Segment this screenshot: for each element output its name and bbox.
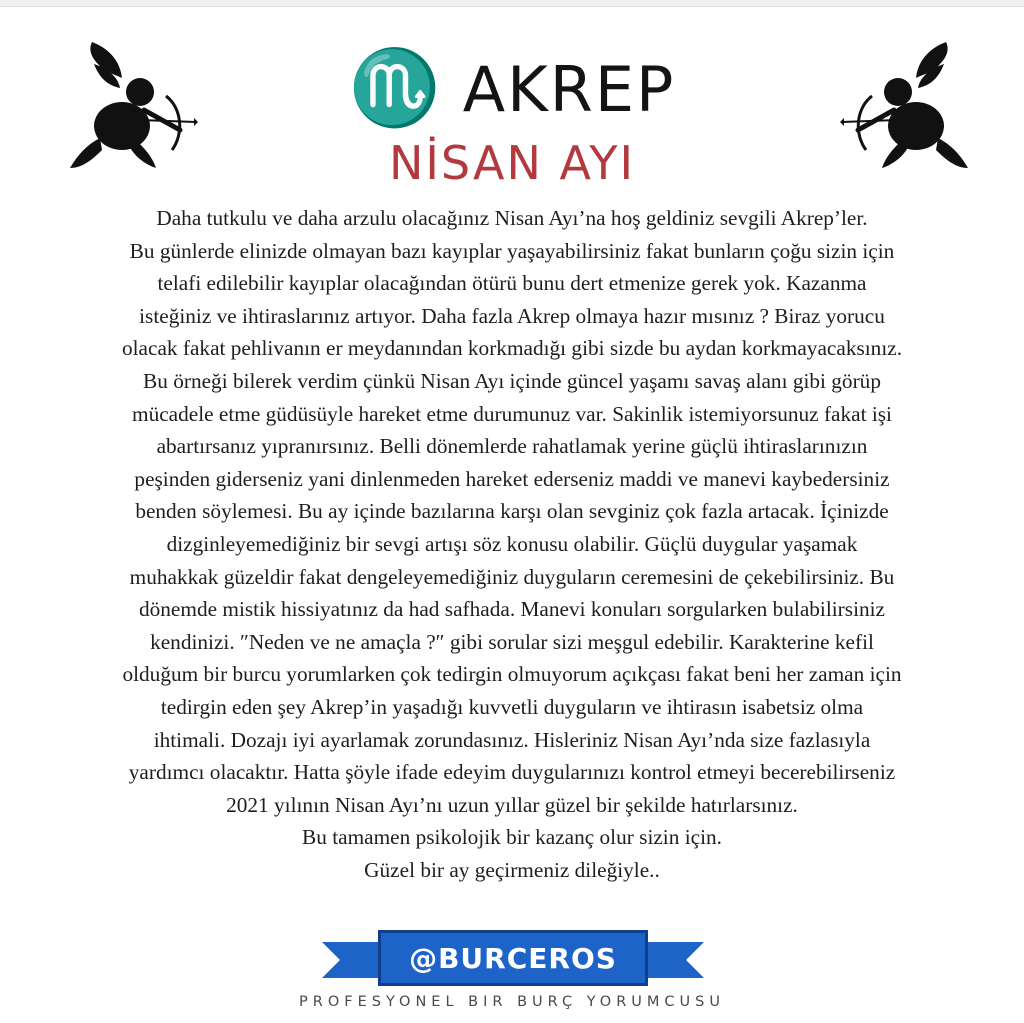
horoscope-text <box>24 202 1000 886</box>
text-line: abartırsanız yıpranırsınız. Belli dönemlerde rahatlamak yerine güçlü ihtiraslarınızın <box>156 434 868 459</box>
text-line: Bu tamamen psikolojik bir kazanç olur sizin için. <box>302 825 722 850</box>
text-line: peşinden giderseniz yani dinlenmeden hareket ederseniz maddi ve manevi kaybedersiniz <box>134 466 890 491</box>
text-line: olduğum bir burcu yorumlarken çok tedirgin olmuyorum açıkçası fakat beni her zaman için <box>122 662 902 687</box>
text-line: benden söylemesi. Bu ay içinde bazılarına karşı olan sevginiz çok fazla artacak. İçinizde <box>135 499 889 524</box>
text-line: 2021 yılının Nisan Ayı’nı uzun yıllar güzel bir şekilde hatırlarsınız. <box>226 792 798 817</box>
title-row <box>0 42 1024 138</box>
text-line: dizginleyemediğiniz bir sevgi artışı söz konusu olabilir. Güçlü duygular yaşamak <box>166 531 858 556</box>
tagline: PROFESYONEL BIR BURÇ YORUMCUSU <box>299 994 725 1010</box>
text-line: olacak fakat pehlivanın er meydanından korkmadığı gibi sizde bu aydan korkmayacaksınız. <box>121 336 903 361</box>
text-line: muhakkak güzeldir fakat dengeleyemediğiniz duyguların ceremesini de çekebilirsiniz. Bu <box>129 564 895 589</box>
text-line: mücadele etme güdüsüyle hareket etme durumunuz var. Sakinlik istemiyorsunuz fakat işi <box>132 401 892 426</box>
text-line: Güzel bir ay geçirmeniz dileğiyle.. <box>364 857 660 882</box>
top-divider <box>0 0 1024 7</box>
text-line: Bu günlerde elinizde olmayan bazı kayıplar yaşayabilirsiniz fakat bunların çoğu sizin için <box>129 238 895 263</box>
page-title: AKREP <box>462 53 676 126</box>
text-line: tedirgin eden şey Akrep’in yaşadığı kuvvetli duyguların ve ihtirasın isabetsiz olma <box>160 694 864 719</box>
text-line: Daha tutkulu ve daha arzulu olacağınız Nisan Ayı’na hoş geldiniz sevgili Akrep’ler. <box>156 206 868 230</box>
text-line: ihtimali. Dozajı iyi ayarlamak zorundasınız. Hisleriniz Nisan Ayı’nda size fazlasıyla <box>153 727 871 752</box>
text-line: dönemde mistik hissiyatınız da had safhada. Manevi konuları sorgularken bulabilirsiniz <box>138 597 885 622</box>
text-line: telafi edilebilir kayıplar olacağından ötürü bunu dert etmenize gerek yok. Kazanma <box>157 271 867 296</box>
handle-badge[interactable]: @BURCEROS <box>378 930 648 986</box>
handle-banner <box>322 930 704 988</box>
text-line: Bu örneği bilerek verdim çünkü Nisan Ayı içinde güncel yaşamı savaş alanı gibi görüp <box>143 368 881 393</box>
page-subtitle: NİSAN AYI <box>388 136 636 190</box>
text-line: isteğiniz ve ihtiraslarınız artıyor. Daha fazla Akrep olmaya hazır mısınız ? Biraz yorucu <box>139 303 885 328</box>
text-line: yardımcı olacaktır. Hatta şöyle ifade edeyim duygularınızı kontrol etmeyi becerebilirseniz <box>128 760 896 785</box>
text-line: kendinizi. ″Neden ve ne amaçla ?″ gibi sorular sizi meşgul edebilir. Karakterine kefil <box>150 629 874 654</box>
scorpio-sign-icon: ♏ <box>348 45 441 131</box>
